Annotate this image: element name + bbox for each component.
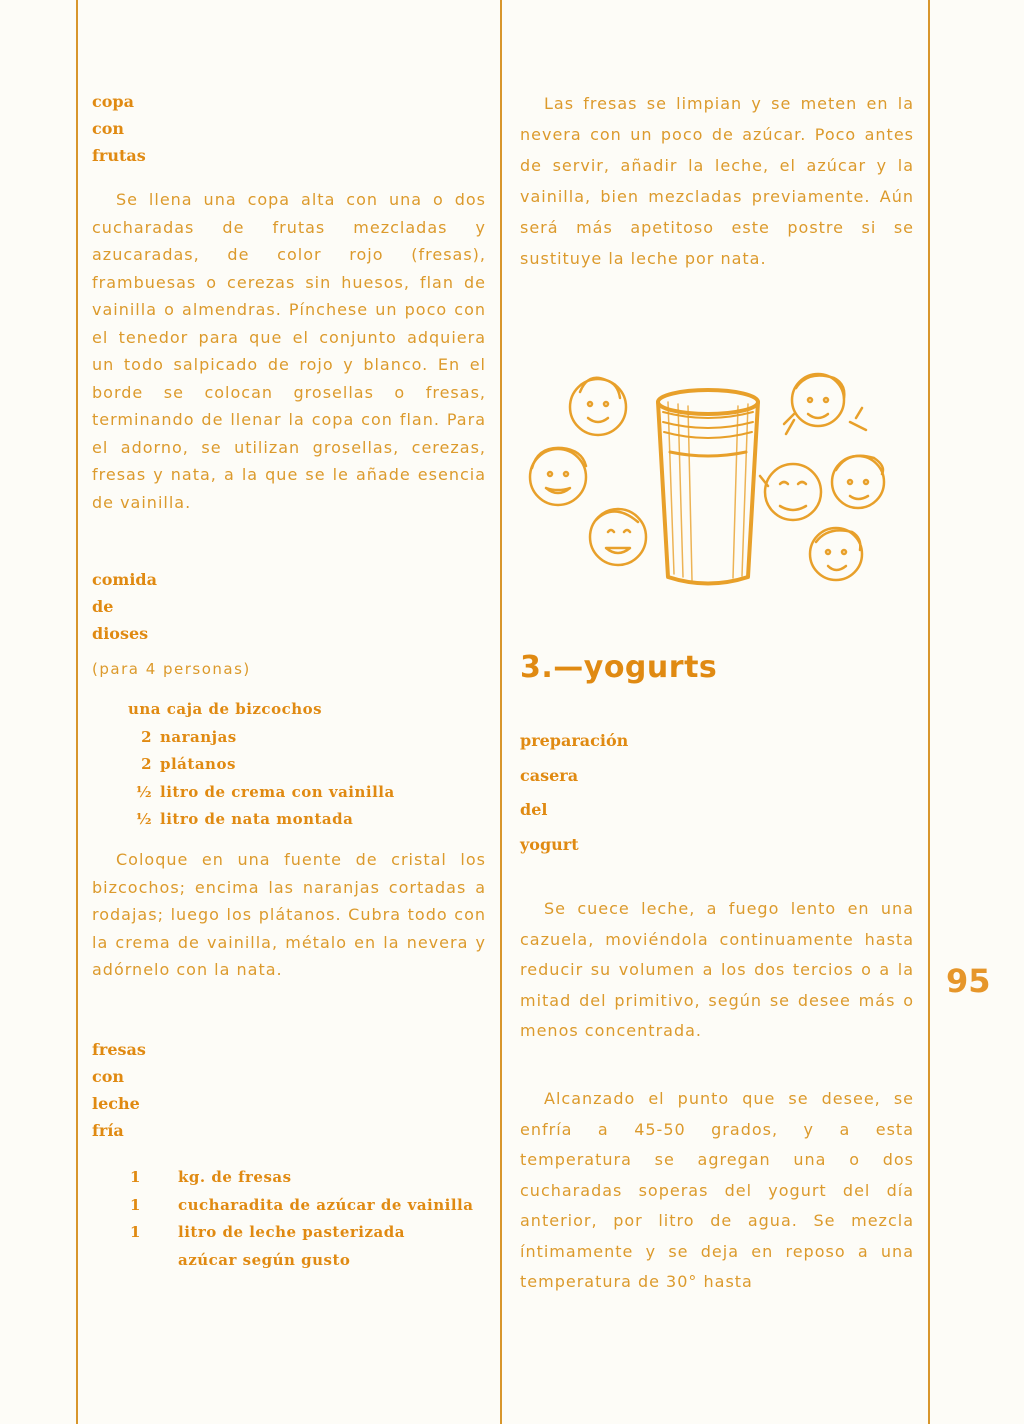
page-number: 95	[946, 962, 991, 1000]
child-face-icon	[832, 456, 884, 508]
right-margin-rule	[928, 0, 930, 1424]
ingredient-item	[154, 1247, 486, 1275]
section-heading-yogurts: 3.—yogurts	[520, 650, 718, 685]
ingredient-name: litro de leche pasterizada	[178, 1223, 405, 1241]
ingredient-item	[128, 779, 468, 807]
recipe-title-preparacion-casera-del-yogurt: preparación casera del yogurt	[520, 731, 629, 854]
ingredient-name: kg. de fresas	[178, 1168, 292, 1186]
ingredient-name: una caja de bizcochos	[128, 700, 323, 718]
child-face-icon	[570, 378, 626, 435]
servings-note: (para 4 personas)	[92, 660, 251, 678]
ingredient-name: naranjas	[160, 727, 237, 746]
recipe-body-yogurt-1: Se cuece leche, a fuego lento en una cazuela, moviéndola continuamente hasta reducir su volumen a los dos tercios o a la mitad del primitivo, según se desee más o menos concentrada.	[520, 899, 914, 1040]
glass-of-milk-illustration	[518, 362, 906, 594]
child-face-icon	[784, 374, 866, 434]
ingredient-qty: 2	[141, 755, 152, 773]
milk-glass-icon	[658, 390, 758, 584]
ingredient-name: litro de crema con vainilla	[160, 782, 395, 801]
ingredient-item	[128, 806, 468, 834]
ingredient-item	[130, 1164, 486, 1192]
ingredient-qty: ½	[135, 782, 152, 801]
child-face-icon	[590, 509, 646, 565]
ingredient-item	[130, 1192, 486, 1220]
recipe-body-yogurt-2: Alcanzado el punto que se desee, se enfría a 45-50 grados, y a esta temperatura se agregan una o dos cucharadas soperas del yogurt del día anterior, por litro de agua. Se mezcla íntimamente y se deja en reposo a una temperatura de 30° hasta	[520, 1089, 914, 1291]
ingredient-qty: 2	[141, 727, 152, 746]
recipe-body-comida-de-dioses: Coloque en una fuente de cristal los bizcochos; encima las naranjas cortadas a rodajas; luego los plátanos. Cubra todo con la crema de vainilla, métalo en la nevera y adórnelo con la nata.	[92, 850, 486, 979]
center-column-rule	[500, 0, 502, 1424]
ingredient-qty: 1	[130, 1168, 141, 1186]
child-face-icon	[760, 464, 821, 520]
ingredient-qty: ½	[135, 810, 152, 828]
child-face-icon	[810, 528, 862, 580]
ingredient-item	[130, 1219, 486, 1247]
ingredient-name: plátanos	[160, 755, 236, 773]
ingredient-name: cucharadita de azúcar de vainilla	[178, 1195, 474, 1214]
recipe-title-comida-de-dioses: comida de dioses	[92, 570, 157, 643]
ingredient-list-comida-de-dioses	[128, 696, 468, 834]
left-margin-rule	[76, 0, 78, 1424]
recipe-title-copa-con-frutas: copa con frutas	[92, 92, 146, 165]
ingredient-name: azúcar según gusto	[178, 1250, 351, 1269]
ingredient-qty: 1	[130, 1223, 141, 1241]
ingredient-item	[128, 724, 468, 752]
recipe-body-fresas-con-leche-fria: Las fresas se limpian y se meten en la nevera con un poco de azúcar. Poco antes de servir, añadir la leche, el azúcar y la vainilla, bien mezcladas previamente. Aún será más apetitoso este postre si se sustituye la leche por nata.	[520, 94, 914, 268]
recipe-body-copa-con-frutas: Se llena una copa alta con una o dos cucharadas de frutas mezcladas y azucaradas, de color rojo (fresas), frambuesas o cerezas sin huesos, flan de vainilla o almendras. Pínchese un poco con el tenedor para que el conjunto adquiera un todo salpicado de rojo y blanco. En el borde se colocan grosellas o fresas, terminando de llenar la copa con flan. Para el adorno, se utilizan grosellas, cerezas, fresas y nata, a la que se le añade esencia de vainilla.	[92, 190, 486, 512]
ingredient-item	[128, 696, 468, 724]
recipe-title-fresas-con-leche-fria: fresas con leche fría	[92, 1040, 146, 1140]
ingredient-item	[128, 751, 468, 779]
ingredient-list-fresas-con-leche	[130, 1164, 486, 1274]
ingredient-qty: 1	[130, 1195, 141, 1214]
ingredient-name: litro de nata montada	[160, 810, 354, 828]
child-face-icon	[530, 448, 586, 505]
